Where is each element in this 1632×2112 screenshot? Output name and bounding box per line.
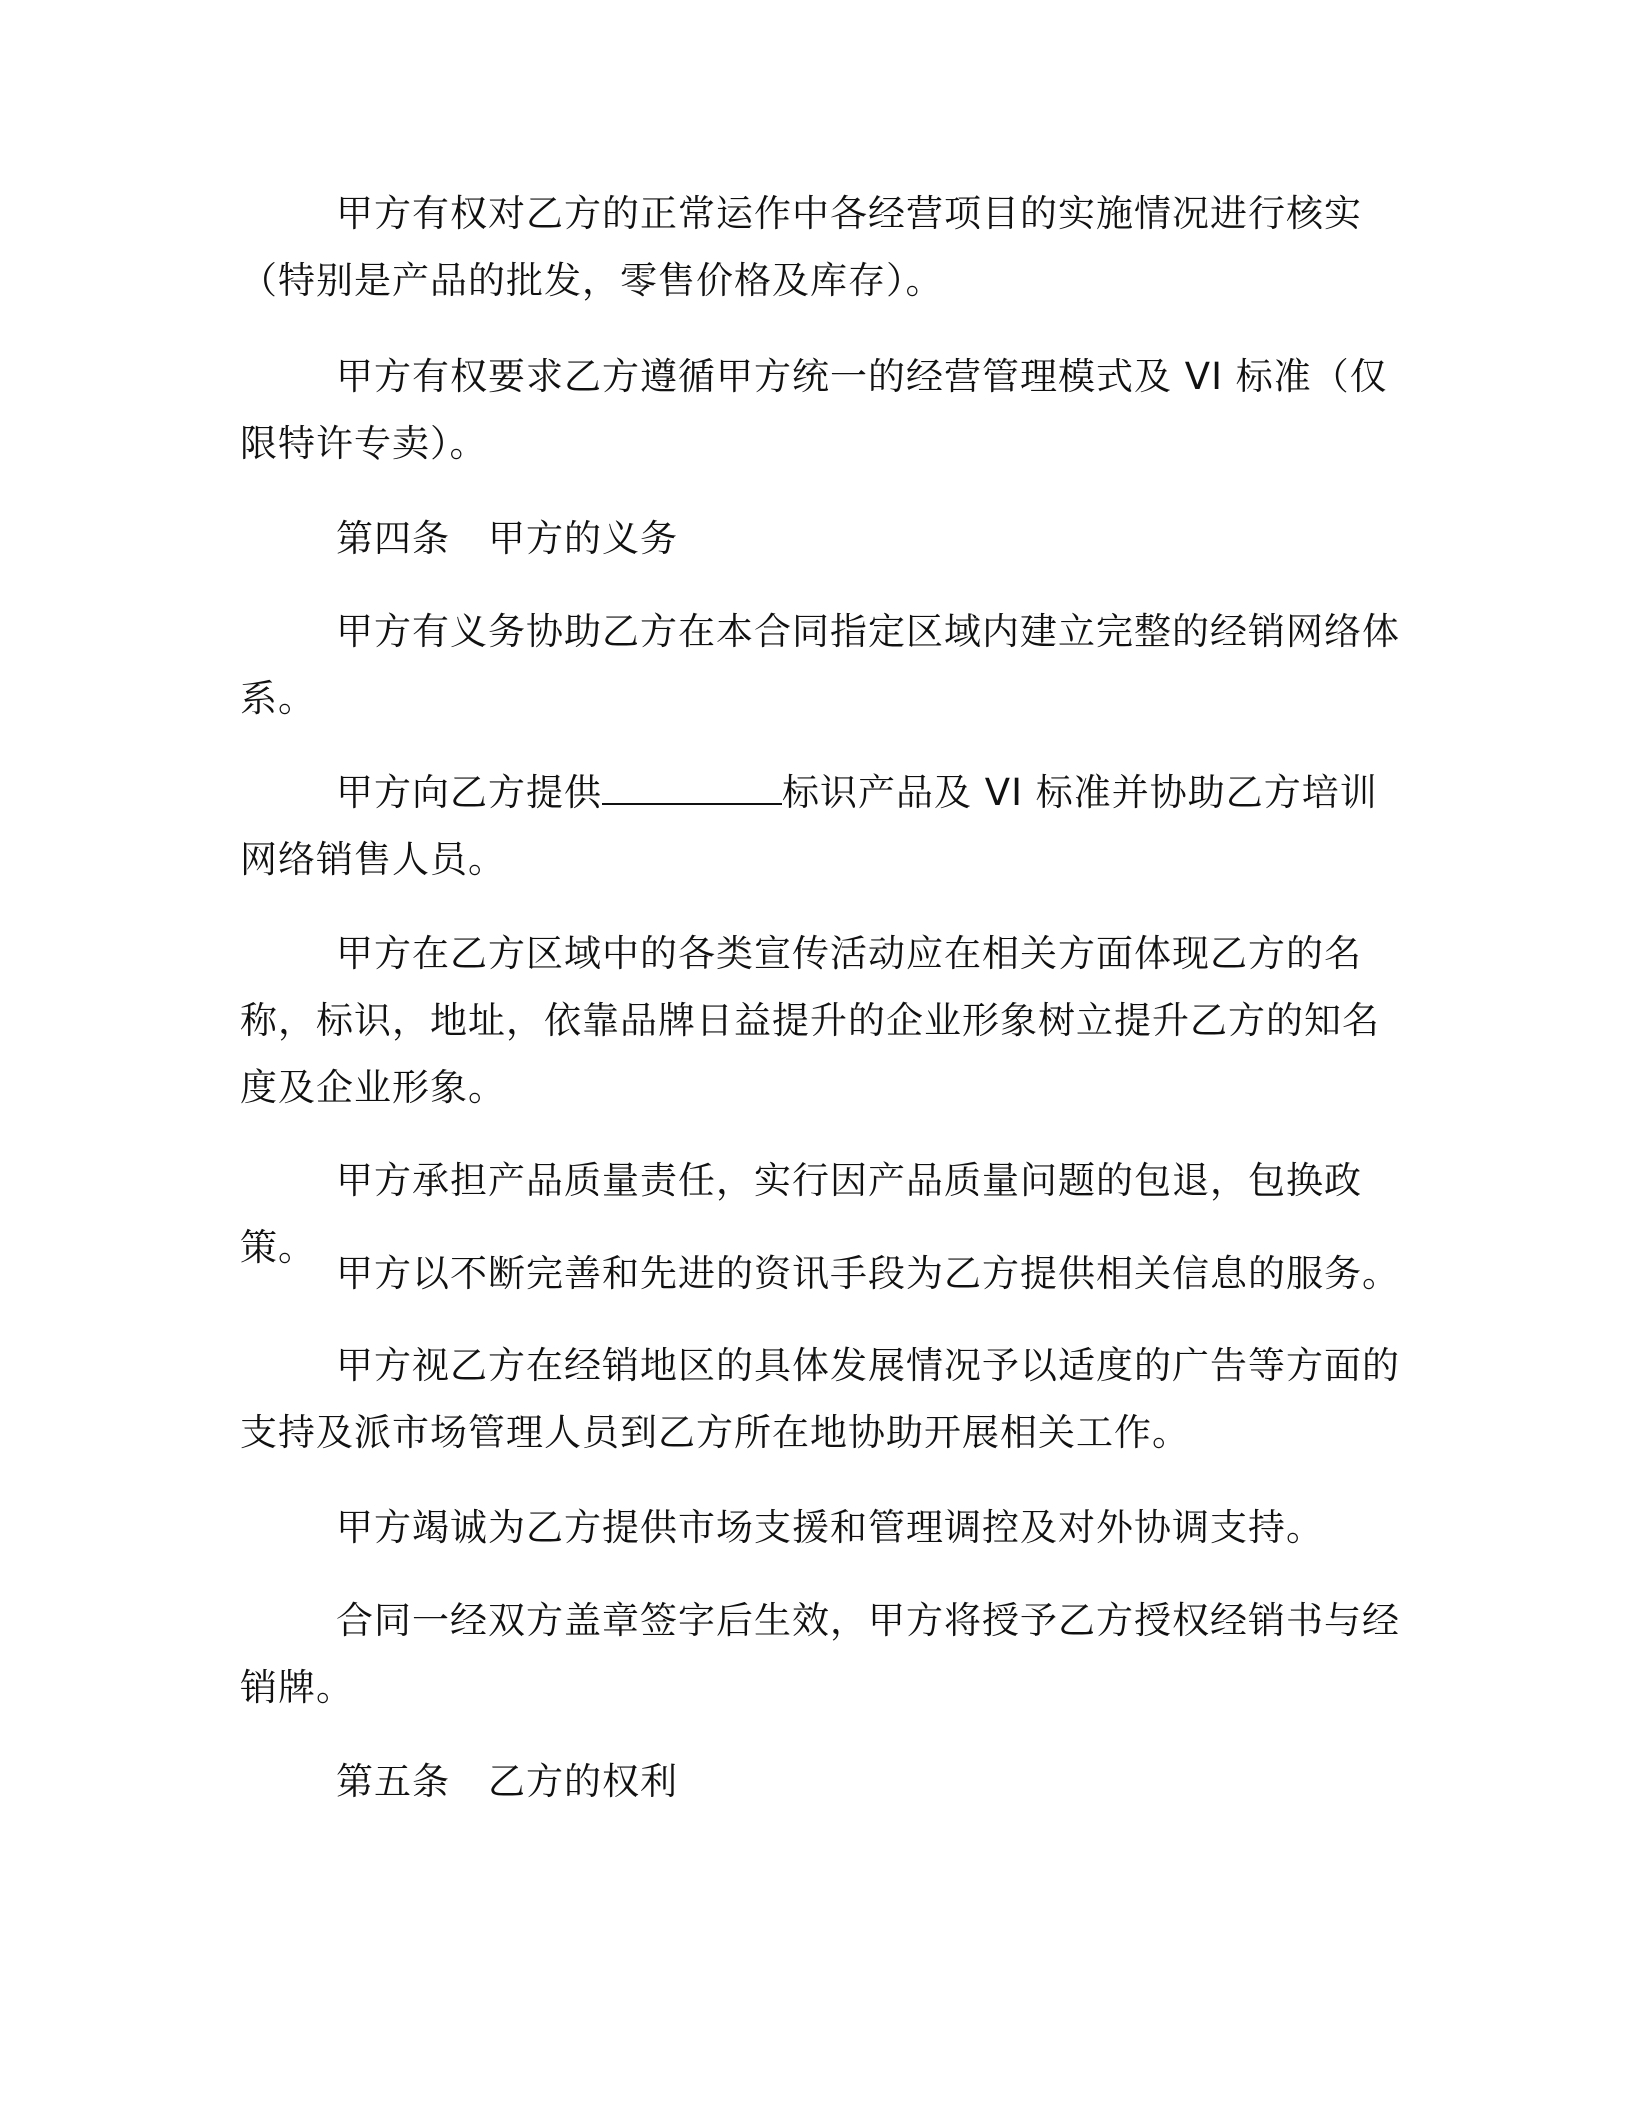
section-heading-article-4: 第四条 甲方的义务: [336, 517, 678, 560]
paragraph-market-support: 甲方竭诚为乙方提供市场支援和管理调控及对外协调支持。: [336, 1506, 1324, 1549]
paragraph-quality-responsibility: 甲方承担产品质量责任，实行因产品质量问题的包退，包换政策。: [240, 1159, 1362, 1269]
paragraph-verify-operations: 甲方有权对乙方的正常运作中各经营项目的实施情况进行核实（特别是产品的批发，零售价格及库存）。: [240, 192, 1362, 302]
paragraph-provide-products-end: 标识产品及 VI 标准并协助乙方培训网络销售人员。: [240, 771, 1378, 881]
paragraph-distribution-network: 甲方有义务协助乙方在本合同指定区域内建立完整的经销网络体系。: [240, 610, 1400, 720]
section-heading-article-5: 第五条 乙方的权利: [336, 1760, 678, 1803]
paragraph-contract-effective: 合同一经双方盖章签字后生效，甲方将授予乙方授权经销书与经销牌。: [240, 1599, 1400, 1709]
paragraph-vi-standard: 甲方有权要求乙方遵循甲方统一的经营管理模式及 VI 标准（仅限特许专卖）。: [240, 355, 1388, 465]
paragraph-provide-products-start: 甲方向乙方提供: [336, 771, 602, 814]
paragraph-promotion: 甲方在乙方区域中的各类宣传活动应在相关方面体现乙方的名称，标识，地址，依靠品牌日益提升的企业形象树立提升乙方的知名度及企业形象。: [240, 932, 1380, 1109]
paragraph-advertising-support: 甲方视乙方在经销地区的具体发展情况予以适度的广告等方面的支持及派市场管理人员到乙方所在地协助开展相关工作。: [240, 1344, 1400, 1454]
paragraph-information-service: 甲方以不断完善和先进的资讯手段为乙方提供相关信息的服务。: [336, 1252, 1400, 1295]
paragraph-provide-products: [240, 759, 1400, 893]
fill-in-blank: [602, 773, 782, 805]
